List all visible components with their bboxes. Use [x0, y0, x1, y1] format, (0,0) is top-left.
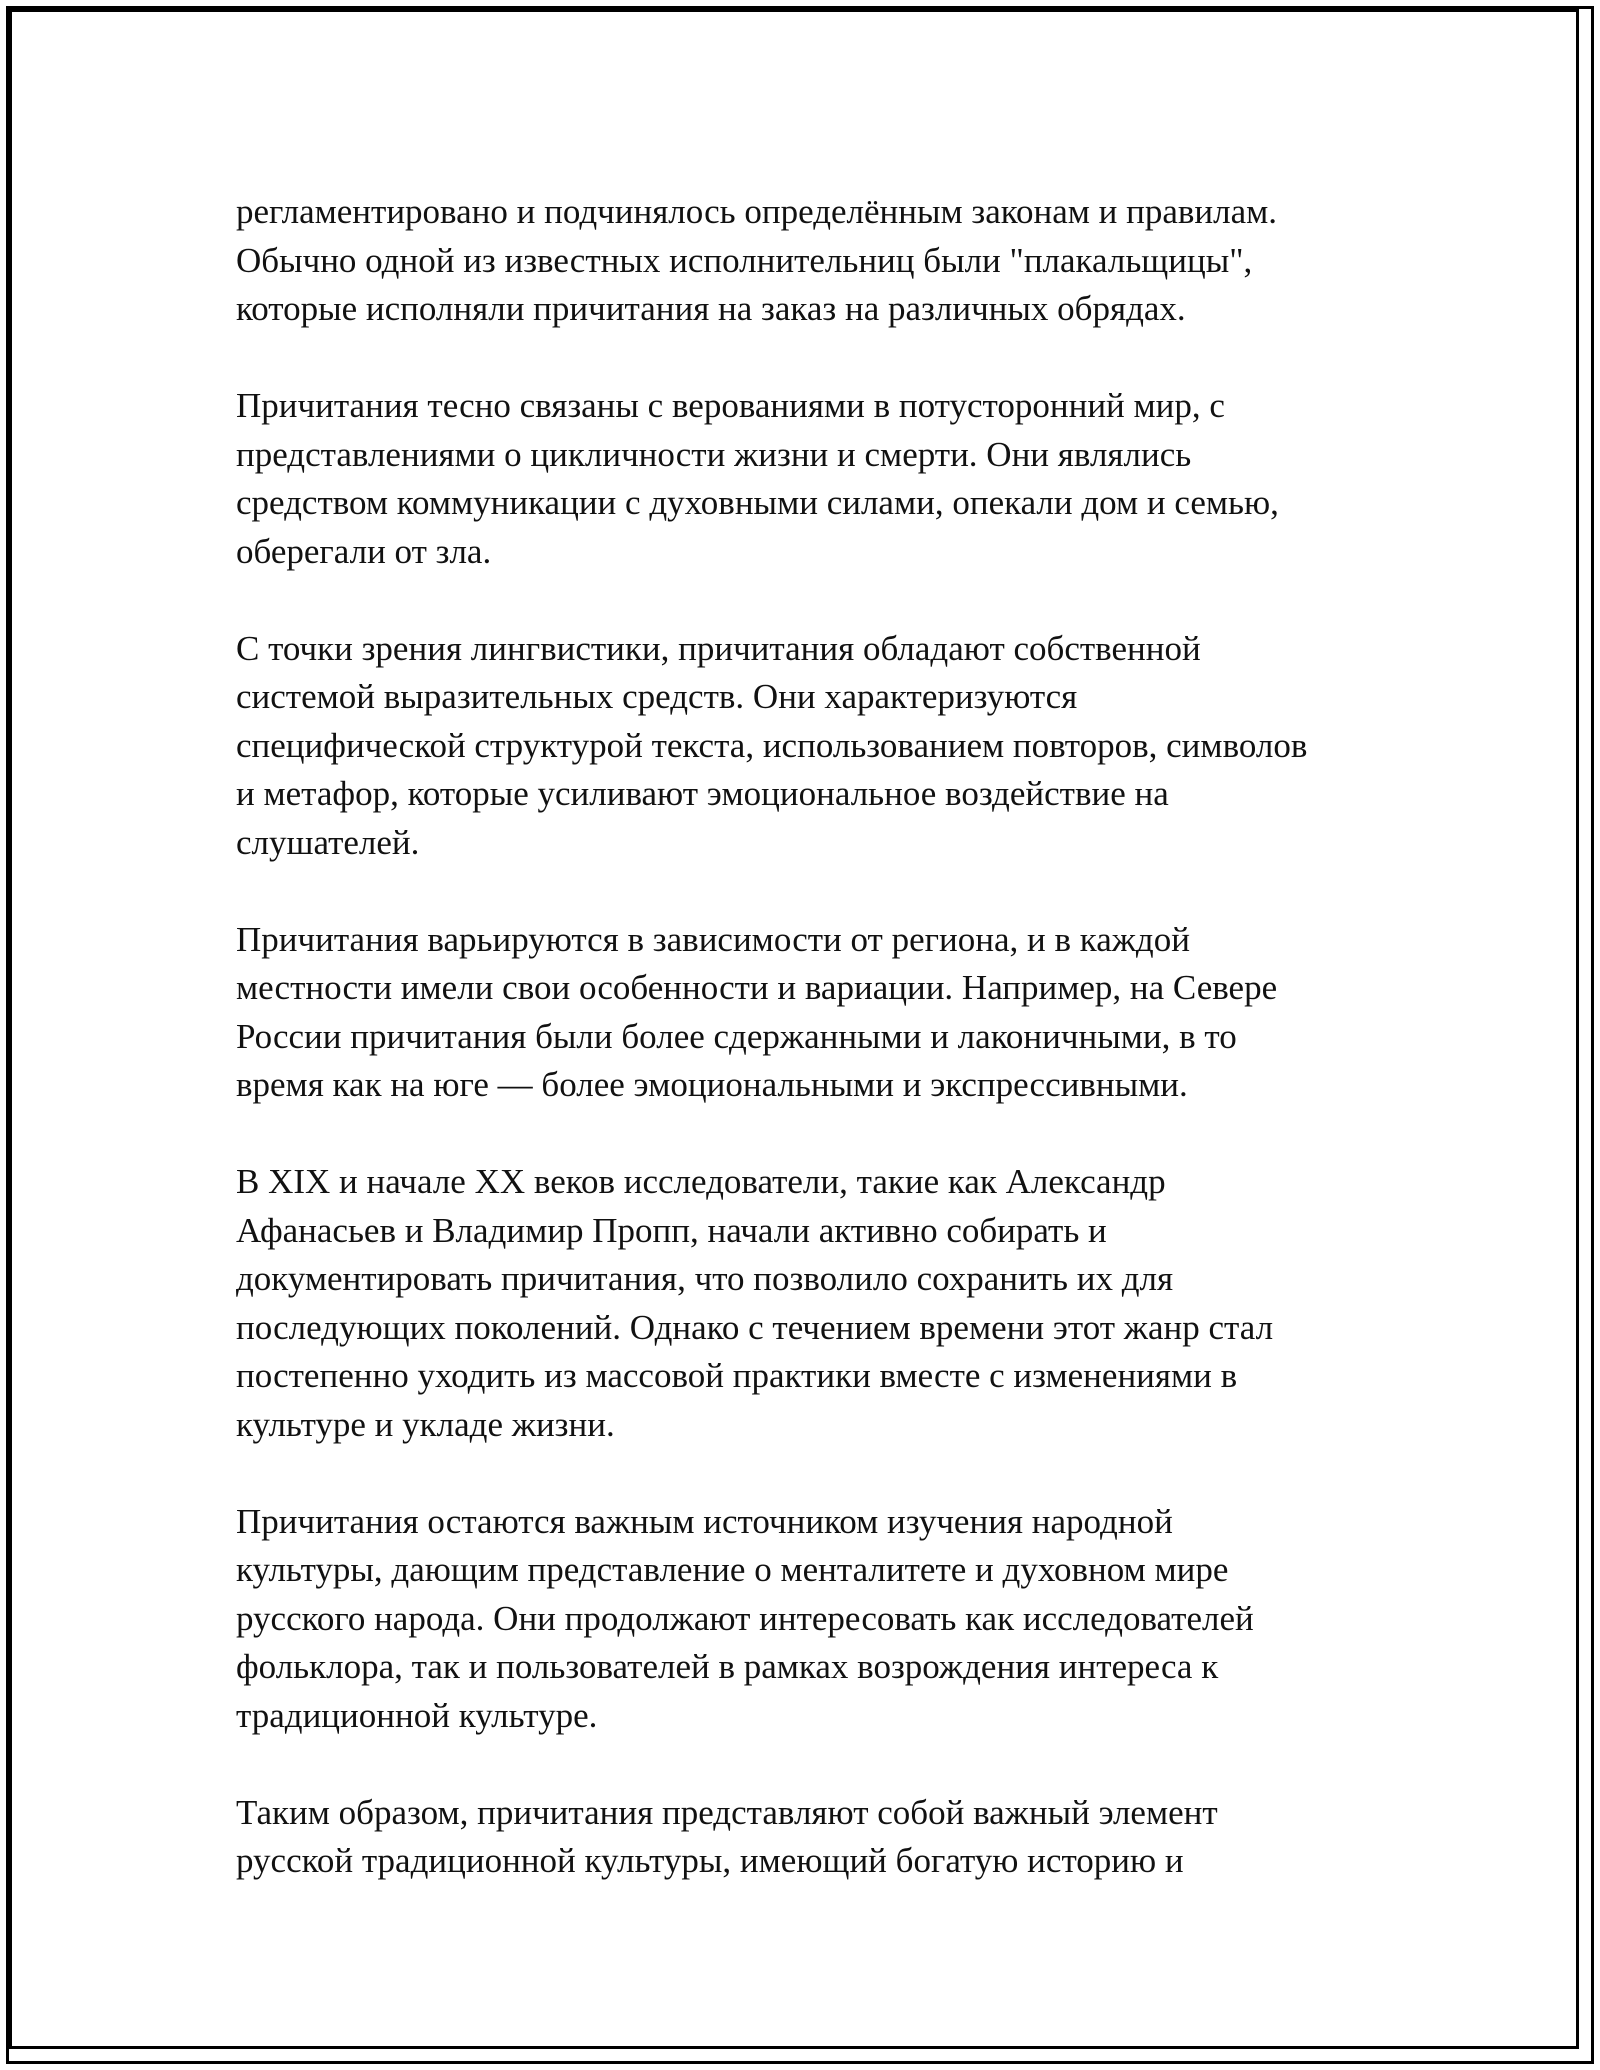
- paragraph-4: Причитания варьируются в зависимости от региона, и в каждой местности имели свои особенности и вариации. Например, на Севере России причитания были более сдержанными и лаконичными, в то время как на юге — более эмоциональными и экспрессивными.: [236, 919, 1278, 1104]
- paragraph-3: С точки зрения лингвистики, причитания обладают собственной системой выразительных средств. Они характеризуются специфической структурой текста, использованием повторов, символов и метафор, которые усиливают эмоциональное воздействие на слушателей.: [236, 628, 1308, 862]
- paragraph-2: Причитания тесно связаны с верованиями в потусторонний мир, с представлениями о цикличности жизни и смерти. Они являлись средством коммуникации с духовными силами, опекали дом и семью, оберегали от зла.: [236, 386, 1279, 571]
- paragraph-5: В XIX и начале XX веков исследователи, такие как Александр Афанасьев и Владимир Пропп, начали активно собирать и документировать причитания, что позволило сохранить их для последующих поколений. Однако с течением времени этот жанр стал постепенно уходить из массовой практики вместе с изменениями в культуре и укладе жизни.: [236, 1162, 1274, 1444]
- paragraph-7: Таким образом, причитания представляют собой важный элемент русской традиционной культуры, имеющий богатую историю и: [236, 1792, 1218, 1880]
- paragraph-1: регламентировано и подчинялось определённым законам и правилам. Обычно одной из известных исполнительниц были "плакальщицы", которые исполняли причитания на заказ на различных обрядах.: [236, 192, 1278, 328]
- document-body: [236, 188, 1386, 1886]
- paragraph-6: Причитания остаются важным источником изучения народной культуры, дающим представление о менталитете и духовном мире русского народа. Они продолжают интересовать как исследователей фольклора, так и пользователей в рамках возрождения интереса к традиционной культуре.: [236, 1501, 1254, 1735]
